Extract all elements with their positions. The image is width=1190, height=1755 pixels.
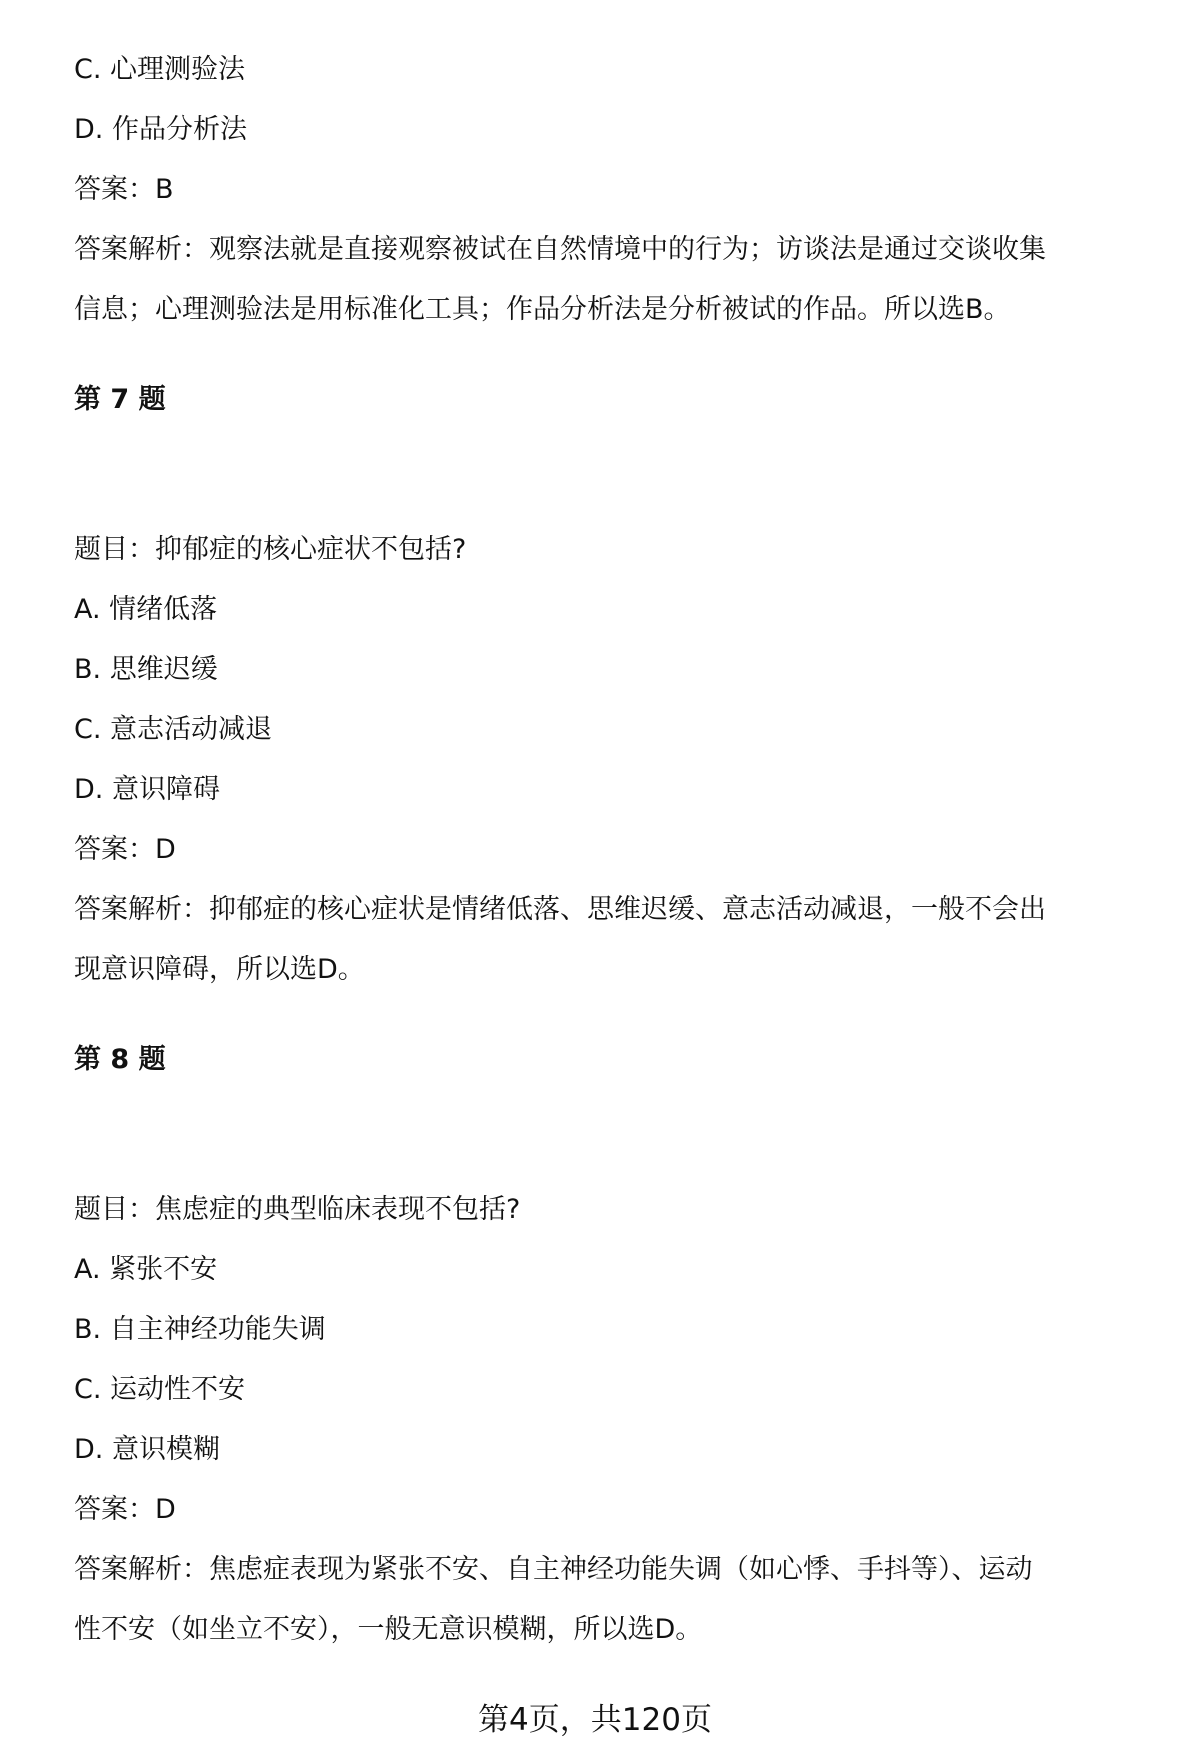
q8-answer: 答案：D [74,1494,176,1525]
prev-option-d: D. 作品分析法 [74,114,247,145]
q7-option-b: B. 思维迟缓 [74,654,218,685]
q8-heading: 第 8 题 [74,1044,166,1075]
q7-option-c: C. 意志活动减退 [74,714,273,745]
q8-question: 题目：焦虑症的典型临床表现不包括? [74,1194,521,1225]
q7-explanation-line2: 现意识障碍，所以选D。 [74,954,365,985]
q8-option-a: A. 紧张不安 [74,1254,218,1285]
q8-explanation-line1: 答案解析：焦虑症表现为紧张不安、自主神经功能失调（如心悸、手抖等）、运动 [74,1554,1033,1585]
prev-explanation-line1: 答案解析：观察法就是直接观察被试在自然情境中的行为；访谈法是通过交谈收集 [74,234,1046,265]
q7-explanation-line1: 答案解析：抑郁症的核心症状是情绪低落、思维迟缓、意志活动减退，一般不会出 [74,894,1046,925]
prev-explanation-line2: 信息；心理测验法是用标准化工具；作品分析法是分析被试的作品。所以选B。 [74,294,1011,325]
prev-answer: 答案：B [74,174,174,205]
q7-option-d: D. 意识障碍 [74,774,220,805]
page-number: 第4页，共120页 [478,1702,712,1738]
q8-option-d: D. 意识模糊 [74,1434,220,1465]
q7-question: 题目：抑郁症的核心症状不包括? [74,534,467,565]
q8-explanation-line2: 性不安（如坐立不安），一般无意识模糊，所以选D。 [74,1614,703,1645]
q7-answer: 答案：D [74,834,176,865]
prev-option-c: C. 心理测验法 [74,54,246,85]
q8-option-b: B. 自主神经功能失调 [74,1314,326,1345]
q7-option-a: A. 情绪低落 [74,594,218,625]
q8-option-c: C. 运动性不安 [74,1374,246,1405]
q7-heading: 第 7 题 [74,384,166,415]
